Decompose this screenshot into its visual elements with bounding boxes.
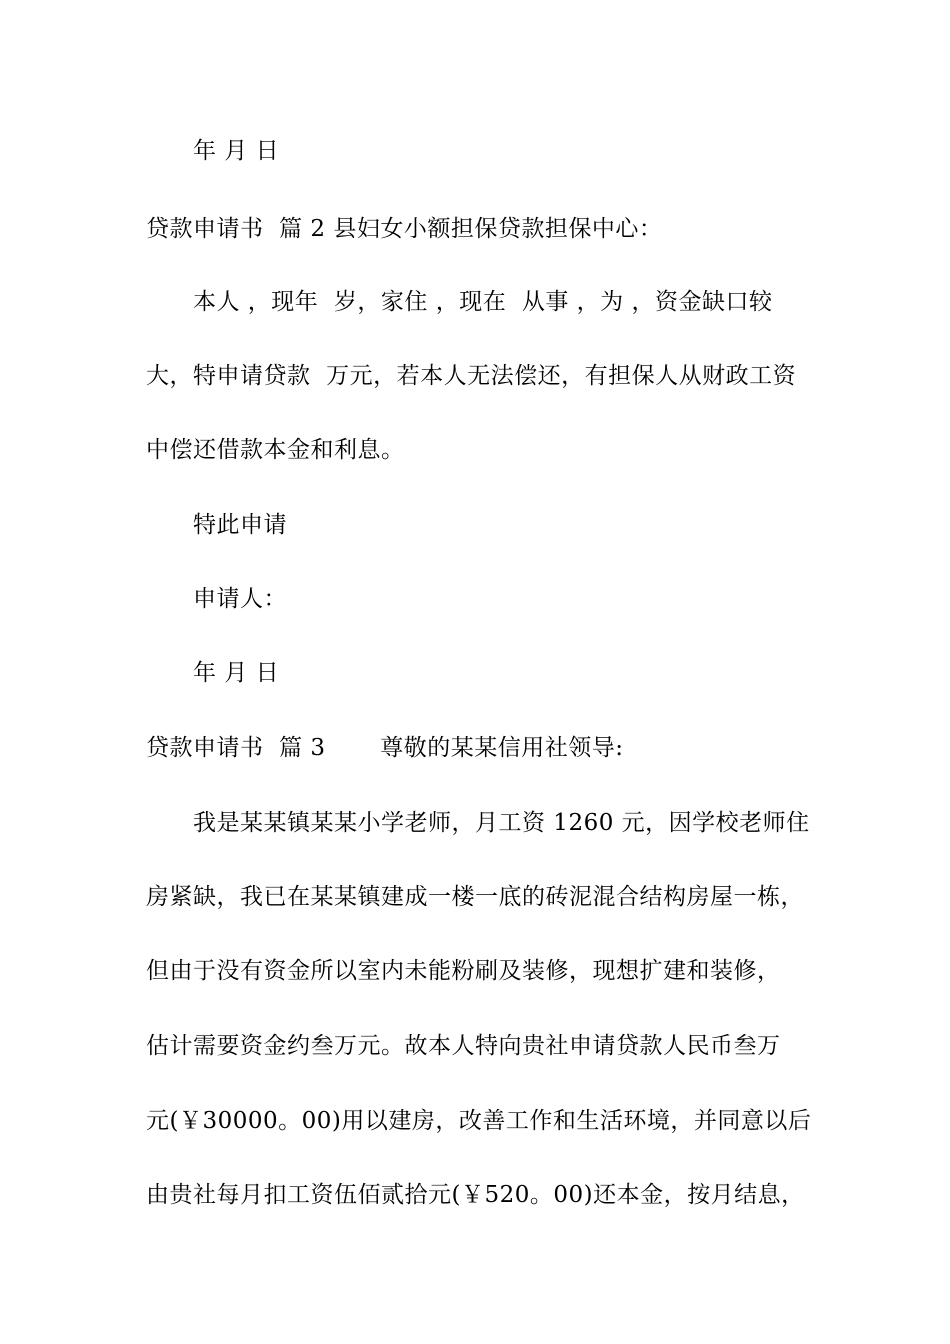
heading-section-2: 贷款申请书 篇 2 县妇女小额担保贷款担保中心： bbox=[146, 216, 663, 242]
heading-section-3: 贷款申请书 篇 3 尊敬的某某信用社领导: bbox=[146, 735, 624, 761]
paragraph-line: 房紧缺，我已在某某镇建成一楼一底的砖泥混合结构房屋一栋， bbox=[146, 884, 804, 910]
paragraph-line: 中偿还借款本金和利息。 bbox=[146, 437, 405, 463]
paragraph-line: 元(￥30000。00)用以建房，改善工作和生活环境，并同意以后 bbox=[146, 1108, 812, 1134]
paragraph-line: 估计需要资金约叁万元。故本人特向贵社申请贷款人民币叁万 bbox=[146, 1033, 781, 1059]
date-line-1: 年 月 日 bbox=[193, 138, 280, 164]
closing-line: 特此申请 bbox=[193, 512, 287, 538]
paragraph-line: 由贵社每月扣工资伍佰贰拾元(￥520。00)还本金，按月结息， bbox=[146, 1182, 805, 1208]
paragraph-line: 本人 ，现年 岁，家住 ，现在 从事 ，为 ，资金缺口较 bbox=[193, 289, 773, 315]
paragraph-line: 我是某某镇某某小学老师，月工资 1260 元，因学校老师住 bbox=[193, 810, 810, 836]
applicant-label: 申请人： bbox=[193, 586, 287, 612]
paragraph-line: 大，特申请贷款 万元，若本人无法偿还，有担保人从财政工资 bbox=[146, 363, 797, 389]
paragraph-line: 但由于没有资金所以室内未能粉刷及装修，现想扩建和装修， bbox=[146, 958, 781, 984]
date-line-2: 年 月 日 bbox=[193, 660, 280, 686]
